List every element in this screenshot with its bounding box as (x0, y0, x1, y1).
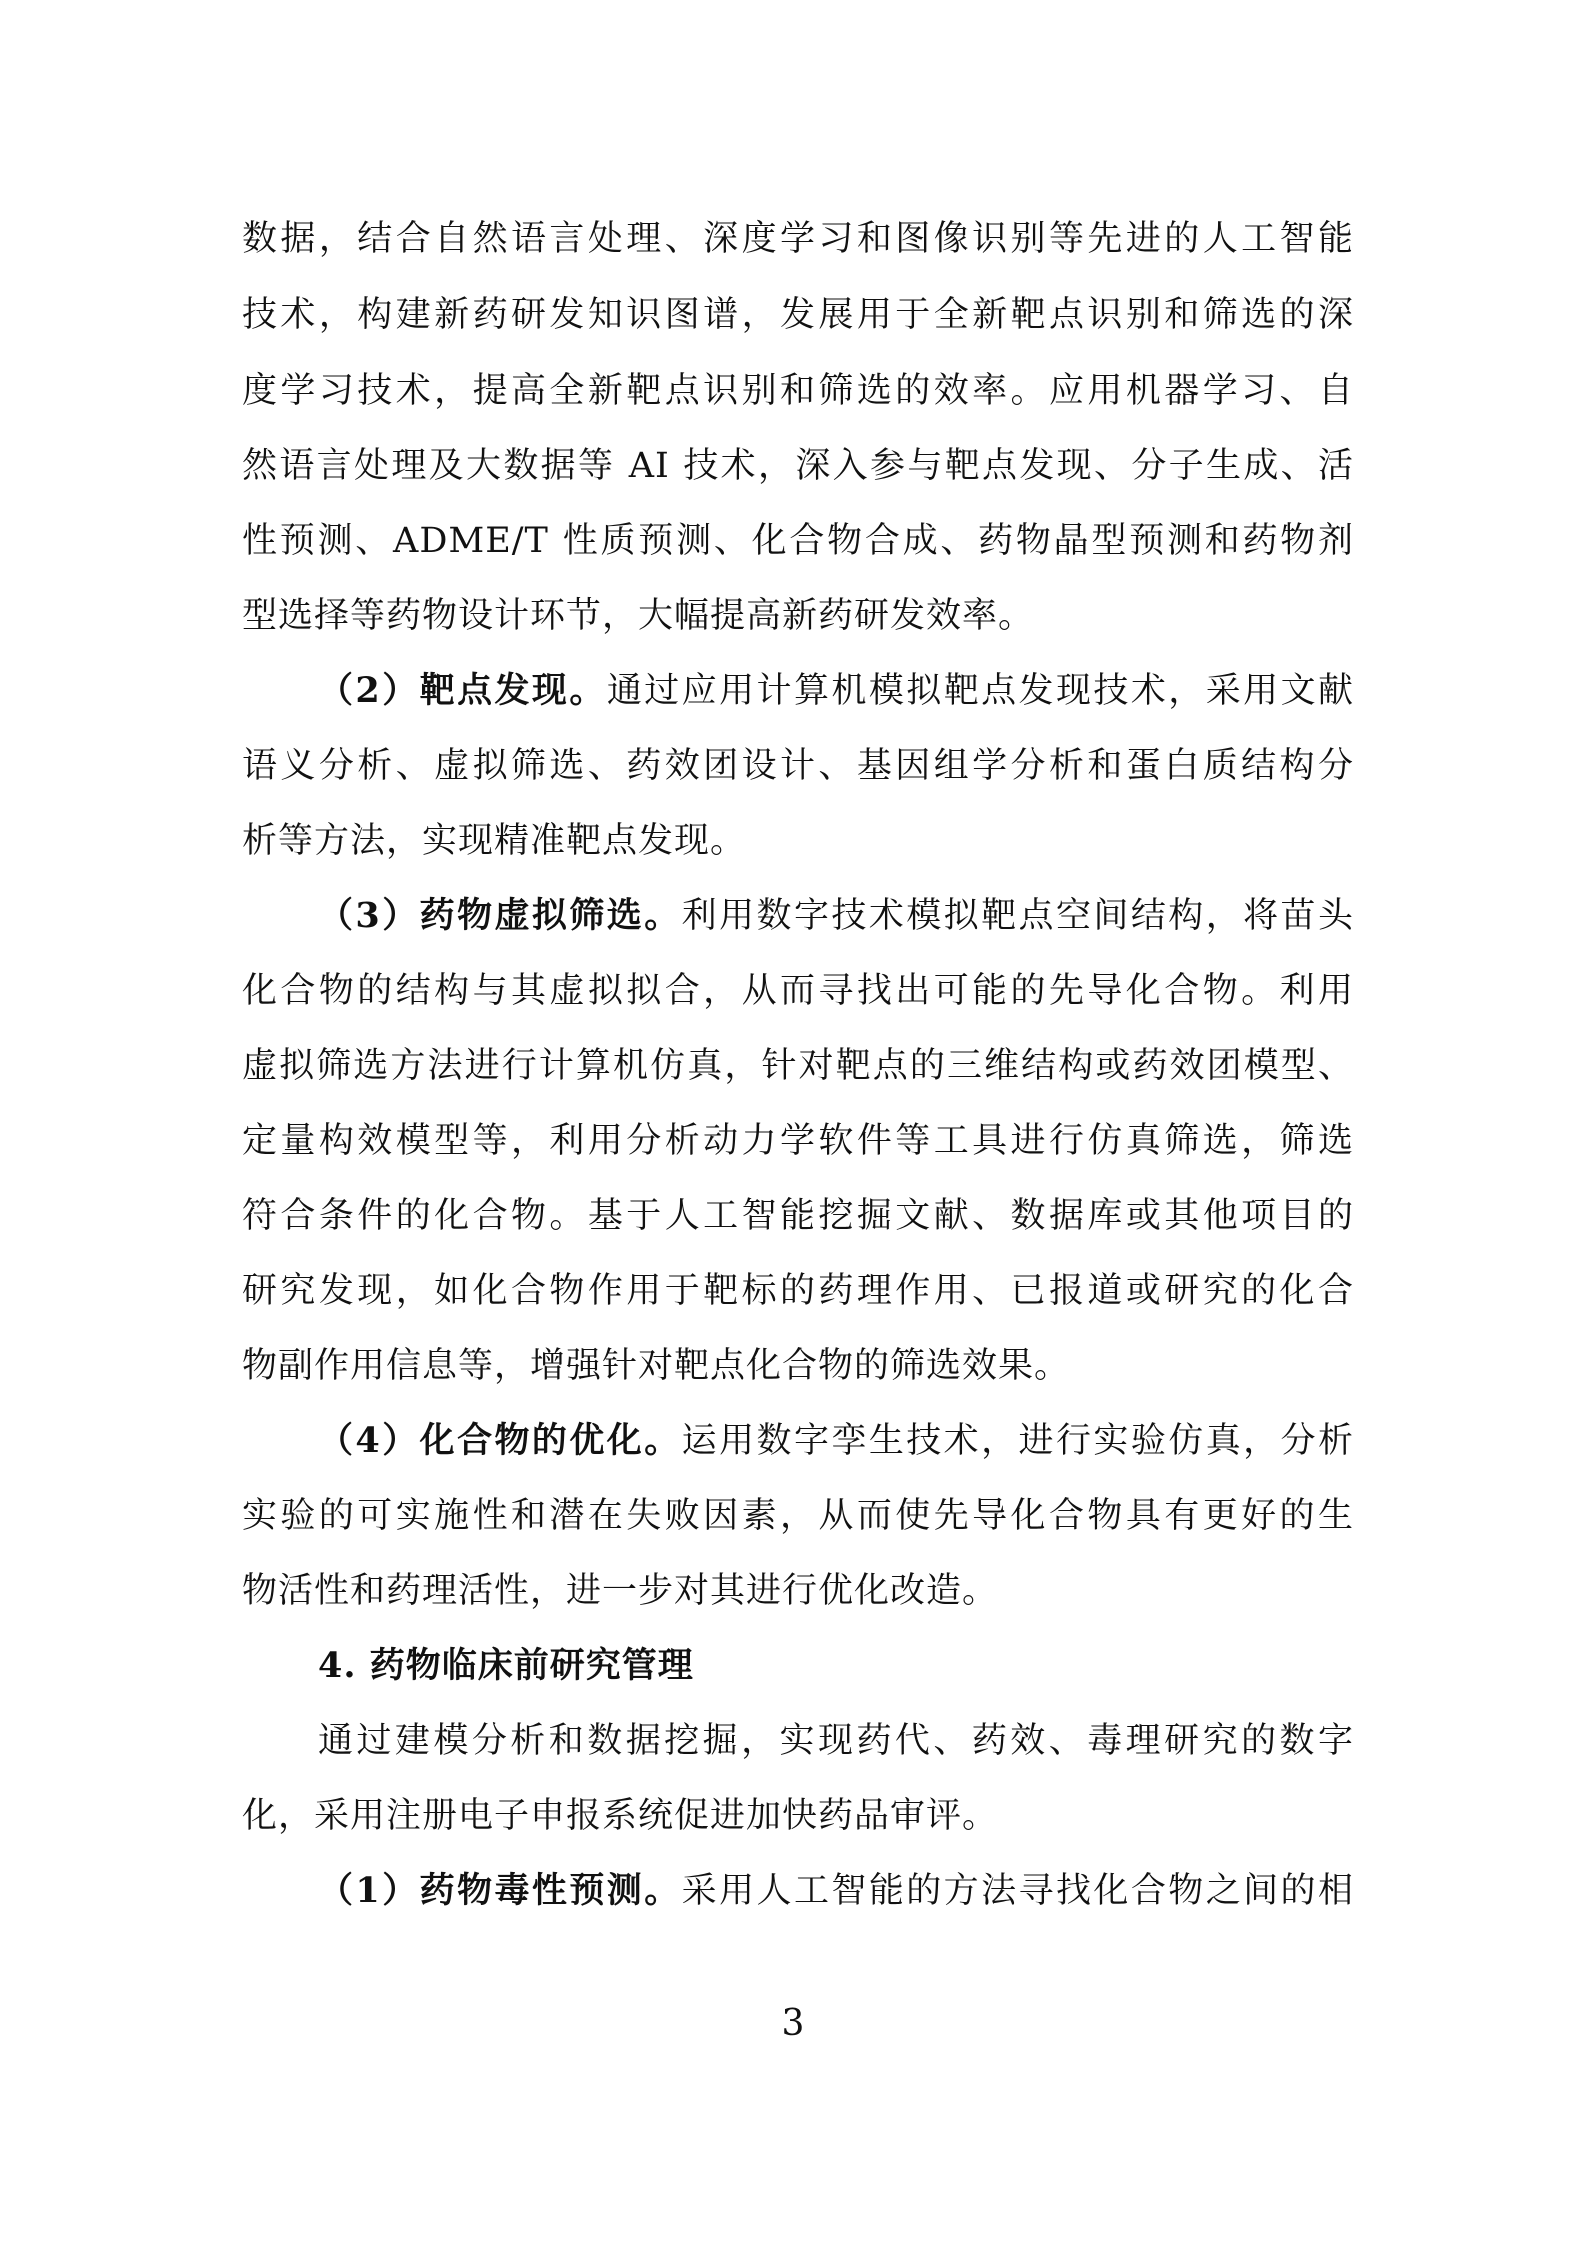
page-number: 3 (781, 2003, 805, 2044)
paragraph-line: 型选择等药物设计环节，大幅提高新药研发效率。 (242, 596, 1035, 636)
subsection-line-virtual-screening: （3）药物虚拟筛选。利用数字技术模拟靶点空间结构，将苗头 (318, 895, 1354, 936)
subsection-heading: （2）靶点发现。 (318, 670, 607, 711)
paragraph-line: 虚拟筛选方法进行计算机仿真，针对靶点的三维结构或药效团模型、 (242, 1046, 1354, 1086)
paragraph-line: 析等方法，实现精准靶点发现。 (242, 821, 747, 861)
paragraph-line: 度学习技术，提高全新靶点识别和筛选的效率。应用机器学习、自 (242, 371, 1354, 411)
subsection-line-target-discovery: （2）靶点发现。通过应用计算机模拟靶点发现技术，采用文献 (318, 670, 1354, 711)
paragraph-line: 化，采用注册电子申报系统促进加快药品审评。 (242, 1796, 999, 1836)
paragraph-line: 符合条件的化合物。基于人工智能挖掘文献、数据库或其他项目的 (242, 1196, 1354, 1236)
paragraph-line: 物副作用信息等，增强针对靶点化合物的筛选效果。 (242, 1346, 1071, 1386)
paragraph-line: 定量构效模型等，利用分析动力学软件等工具进行仿真筛选，筛选 (242, 1121, 1354, 1161)
paragraph-line: 然语言处理及大数据等 AI 技术，深入参与靶点发现、分子生成、活 (242, 446, 1354, 486)
paragraph-line: 数据，结合自然语言处理、深度学习和图像识别等先进的人工智能 (242, 219, 1354, 259)
paragraph-line: 通过建模分析和数据挖掘，实现药代、药效、毒理研究的数字 (318, 1721, 1354, 1761)
paragraph-line: 性预测、ADME/T 性质预测、化合物合成、药物晶型预测和药物剂 (242, 521, 1354, 561)
subsection-line-toxicity-prediction: （1）药物毒性预测。采用人工智能的方法寻找化合物之间的相 (318, 1870, 1354, 1911)
section-heading-preclinical: 4. 药物临床前研究管理 (318, 1645, 694, 1686)
subsection-heading: （4）化合物的优化。 (318, 1420, 682, 1461)
paragraph-line: 语义分析、虚拟筛选、药效团设计、基因组学分析和蛋白质结构分 (242, 746, 1354, 786)
subsection-heading: （1）药物毒性预测。 (318, 1870, 682, 1911)
paragraph-line: 技术，构建新药研发知识图谱，发展用于全新靶点识别和筛选的深 (242, 295, 1354, 335)
paragraph-line: 实验的可实施性和潜在失败因素，从而使先导化合物具有更好的生 (242, 1496, 1354, 1536)
paragraph-line: 物活性和药理活性，进一步对其进行优化改造。 (242, 1571, 999, 1611)
paragraph-line: 化合物的结构与其虚拟拟合，从而寻找出可能的先导化合物。利用 (242, 971, 1354, 1011)
paragraph-line: 研究发现，如化合物作用于靶标的药理作用、已报道或研究的化合 (242, 1271, 1354, 1311)
subsection-heading: （3）药物虚拟筛选。 (318, 895, 682, 936)
subsection-line-compound-optimization: （4）化合物的优化。运用数字孪生技术，进行实验仿真，分析 (318, 1420, 1354, 1461)
